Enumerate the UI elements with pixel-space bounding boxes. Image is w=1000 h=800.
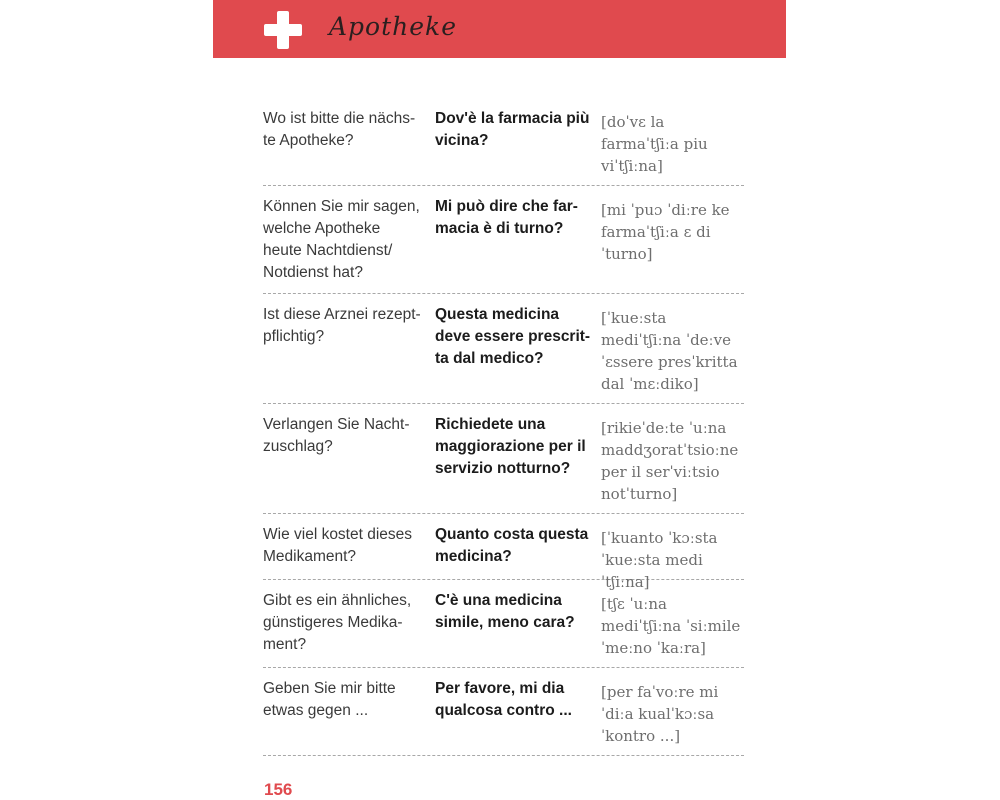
german-phrase-line: günstigeres Medika-: [263, 614, 403, 631]
pronunciation-line: [mi ˈpuɔ ˈdiːre ke: [601, 201, 730, 219]
phrase-row: [263, 294, 744, 404]
pronunciation: [601, 111, 751, 177]
german-phrase-line: zuschlag?: [263, 438, 333, 455]
pronunciation-line: ˈdiːa kualˈkɔːsa: [601, 705, 715, 723]
italian-phrase: [435, 414, 597, 480]
german-phrase-line: Ist diese Arznei rezept-: [263, 306, 421, 323]
german-phrase-line: ment?: [263, 636, 307, 653]
german-phrase: [263, 524, 429, 568]
italian-phrase: [435, 196, 597, 240]
pronunciation-line: [rikieˈdeːte ˈuːna: [601, 419, 727, 437]
section-header: [213, 0, 786, 58]
pronunciation-line: mediˈtʃiːna ˈsiːmile: [601, 617, 741, 635]
german-phrase: [263, 304, 429, 348]
italian-phrase-line: macia è di turno?: [435, 220, 564, 237]
phrase-row: [263, 98, 744, 186]
italian-phrase-line: Richiedete una: [435, 416, 546, 433]
german-phrase-line: te Apotheke?: [263, 132, 354, 149]
italian-phrase-line: Per favore, mi dia: [435, 680, 565, 697]
italian-phrase-line: servizio notturno?: [435, 460, 571, 477]
italian-phrase-line: Quanto costa questa: [435, 526, 589, 543]
pronunciation: [601, 307, 751, 395]
italian-phrase: [435, 108, 597, 152]
pronunciation-line: ˈmeːno ˈkaːra]: [601, 639, 706, 657]
pronunciation-line: dal ˈmɛːdiko]: [601, 375, 699, 393]
phrase-table: [263, 98, 744, 756]
italian-phrase-line: Questa medicina: [435, 306, 560, 323]
german-phrase: [263, 414, 429, 458]
german-phrase: [263, 678, 429, 722]
italian-phrase: [435, 590, 597, 634]
german-phrase-line: Wo ist bitte die nächs-: [263, 110, 416, 127]
pronunciation-line: farmaˈtʃiːa piu: [601, 135, 708, 153]
german-phrase-line: heute Nachtdienst/: [263, 242, 393, 259]
pronunciation-line: per il serˈviːtsio: [601, 463, 720, 481]
italian-phrase-line: Mi può dire che far-: [435, 198, 578, 215]
pronunciation-line: [doˈvɛ la: [601, 113, 665, 131]
italian-phrase-line: Dov'è la farmacia più: [435, 110, 590, 127]
italian-phrase-line: medicina?: [435, 548, 512, 565]
italian-phrase: [435, 304, 597, 370]
pronunciation-line: ˈkueːsta mediˈtʃiːna]: [601, 551, 703, 591]
pronunciation-line: ˈkontro ...]: [601, 727, 681, 745]
pronunciation-line: [per faˈvoːre mi: [601, 683, 719, 701]
pronunciation-line: ˈturno]: [601, 245, 653, 263]
italian-phrase-line: C'è una medicina: [435, 592, 562, 609]
italian-phrase-line: maggiorazione per il: [435, 438, 586, 455]
pronunciation-line: ˈɛssere presˈkritta: [601, 353, 738, 371]
phrase-row: [263, 404, 744, 514]
cross-icon: [264, 11, 302, 49]
german-phrase: [263, 196, 429, 284]
section-title: Apotheke: [329, 12, 457, 41]
italian-phrase-line: vicina?: [435, 132, 489, 149]
german-phrase-line: Medikament?: [263, 548, 357, 565]
german-phrase-line: pflichtig?: [263, 328, 325, 345]
pronunciation-line: [ˈkuanto ˈkɔːsta: [601, 529, 718, 547]
italian-phrase-line: qualcosa contro ...: [435, 702, 572, 719]
pronunciation-line: [tʃɛ ˈuːna: [601, 595, 667, 613]
pronunciation: [601, 593, 751, 659]
pronunciation: [601, 681, 751, 747]
pronunciation: [601, 417, 751, 505]
pronunciation-line: farmaˈtʃiːa ɛ di: [601, 223, 711, 241]
german-phrase-line: Wie viel kostet dieses: [263, 526, 413, 543]
pronunciation: [601, 199, 751, 265]
italian-phrase-line: deve essere prescrit-: [435, 328, 591, 345]
german-phrase-line: Notdienst hat?: [263, 264, 363, 281]
phrase-row: [263, 668, 744, 756]
german-phrase: [263, 108, 429, 152]
dictionary-page: [213, 0, 786, 800]
german-phrase-line: Können Sie mir sagen,: [263, 198, 420, 215]
italian-phrase-line: ta dal medico?: [435, 350, 544, 367]
page-number: 156: [264, 780, 293, 799]
german-phrase-line: etwas gegen ...: [263, 702, 369, 719]
italian-phrase-line: simile, meno cara?: [435, 614, 575, 631]
phrase-row: [263, 514, 744, 591]
pronunciation-line: maddʒoratˈtsioːne: [601, 441, 739, 459]
italian-phrase: [435, 678, 597, 722]
pronunciation-line: mediˈtʃiːna ˈdeːve: [601, 331, 731, 349]
pronunciation-line: [ˈkueːsta: [601, 309, 667, 327]
german-phrase-line: welche Apotheke: [263, 220, 381, 237]
phrase-row: [263, 580, 744, 668]
pronunciation-line: notˈturno]: [601, 485, 678, 503]
phrase-row: [263, 186, 744, 294]
german-phrase-line: Gibt es ein ähnliches,: [263, 592, 412, 609]
german-phrase-line: Verlangen Sie Nacht-: [263, 416, 410, 433]
german-phrase-line: Geben Sie mir bitte: [263, 680, 396, 697]
italian-phrase: [435, 524, 597, 568]
pronunciation-line: viˈtʃiːna]: [601, 157, 663, 175]
german-phrase: [263, 590, 429, 656]
